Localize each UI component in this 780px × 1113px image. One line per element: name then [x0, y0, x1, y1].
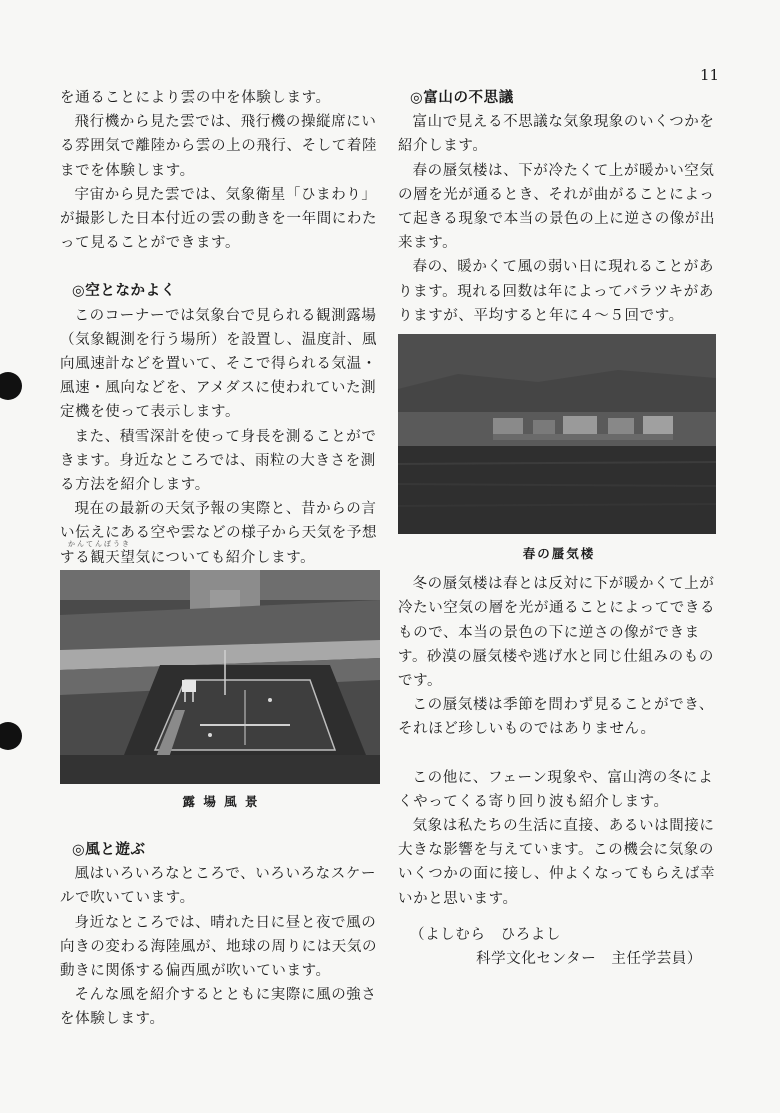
winter-mirage-paragraph: この蜃気楼は季節を問わず見ることができ、それほど珍しいものではありません。 [398, 697, 714, 738]
section-heading-toyama: ◎富山の不思議 [410, 90, 514, 106]
toyama-paragraph: 富山で見える不思議な気象現象のいくつかを紹介します。 [398, 114, 715, 155]
byline [398, 923, 720, 971]
ruby-annotation: かんてんぼうき [68, 539, 131, 548]
mirage-caption: 春の蜃気楼 [522, 546, 596, 562]
winter-mirage-paragraph: 冬の蜃気楼は春とは反対に下が暖かくて上が冷たい空気の層を光が通ることによってできるもので、本当の景色の下に逆さの像ができます。砂漠の蜃気楼や逃げ水と同じ仕組みのものです。 [398, 576, 716, 690]
intro-paragraph: 飛行機から見た雲では、飛行機の操縦席にいる雰囲気で離陸から雲の上の飛行、そして着陸までを体験します。 [60, 114, 378, 179]
closing-paragraph: この他に、フェーン現象や、富山湾の冬によくやってくる寄り回り波も紹介します。 [398, 769, 714, 810]
author-name: （よしむら ひろよし [410, 926, 561, 943]
observation-field-illustration [60, 570, 380, 784]
left-column [60, 86, 382, 1032]
mirage-photo [398, 334, 716, 534]
binder-hole-top [0, 372, 22, 400]
sky-paragraph: このコーナーでは気象台で見られる観測露場（気象観測を行う場所）を設置し、温度計、風向風速計などを置いて、そこで得られる気温・風速・風向などを、アメダスに使われていた測定機を使って表示します。 [60, 307, 378, 421]
toyama-paragraph: 春の、暖かくて風の弱い日に現れることがあります。現れる回数は年によってバラツキがありますが、平均すると年に４～５回です。 [398, 259, 714, 324]
sky-paragraph: 現在の最新の天気予報の実際と、昔からの言い伝えにある空や雲などの様子から天気を予想する観天望気についても紹介します。 [60, 501, 378, 566]
mirage-illustration [398, 334, 716, 534]
intro-paragraph: を通ることにより雲の中を体験します。 [60, 90, 331, 106]
section-heading-sky: ◎空となかよく [72, 283, 176, 300]
section-heading-wind: ◎風と遊ぶ [72, 842, 146, 859]
binder-hole-bottom [0, 722, 22, 750]
toyama-paragraph: 春の蜃気楼は、下が冷たくて上が暖かい空気の層を光が通るとき、それが曲がることによって起きる現象で本当の景色の上に逆さの像が出来ます。 [398, 162, 716, 252]
right-column [398, 86, 720, 971]
intro-paragraph: 宇宙から見た雲では、気象衛星「ひまわり」が撮影した日本付近の雲の動きを一年間にわたって見ることができます。 [60, 186, 378, 252]
observation-field-photo [60, 570, 380, 784]
author-affiliation: 科学文化センター 主任学芸員） [476, 951, 702, 968]
sky-paragraph: また、積雪深計を使って身長を測ることができます。身近なところでは、雨粒の大きさを測る方法を紹介します。 [60, 428, 377, 494]
closing-paragraph: 気象は私たちの生活に直接、あるいは間接に大きな影響を与えています。この機会に気象のいくつかの面に接し、仲よくなってもらえば幸いかと思います。 [398, 818, 716, 907]
page-number: 11 [700, 66, 720, 84]
observation-field-caption: 露 場 風 景 [182, 793, 260, 809]
wind-paragraph: 風はいろいろなところで、いろいろなスケールで吹いています。 [60, 866, 377, 907]
wind-paragraph: 身近なところでは、晴れた日に昼と夜で風の向きの変わる海陸風が、地球の周りには天気の動きに関係する偏西風が吹いています。 [60, 914, 378, 980]
wind-paragraph: そんな風を紹介するとともに実際に風の強さを体験します。 [60, 987, 377, 1028]
